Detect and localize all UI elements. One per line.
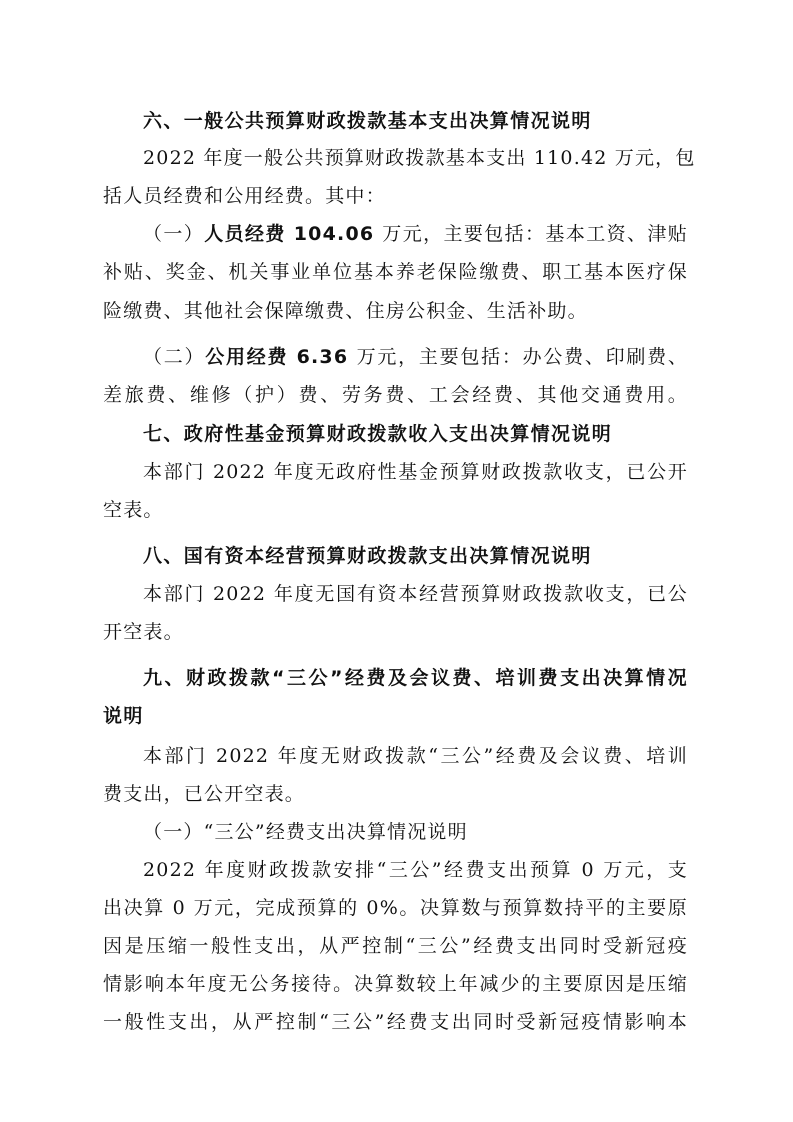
section8-heading: 八、国有资本经营预算财政拨款支出决算情况说明	[143, 545, 592, 567]
section6-item2-line1	[143, 343, 688, 371]
section9-heading-line2: 说明	[103, 705, 144, 727]
section7-heading: 七、政府性基金预算财政拨款收入支出决算情况说明	[143, 423, 613, 445]
section6-heading: 六、一般公共预算财政拨款基本支出决算情况说明	[143, 110, 592, 132]
item1-rest: 万元，主要包括：基本工资、津贴	[382, 223, 688, 245]
section9-heading-line1: 九、财政拨款“三公”经费及会议费、培训费支出决算情况	[143, 667, 688, 689]
section7-line1: 本部门 2022 年度无政府性基金预算财政拨款收支，已公开	[143, 461, 688, 483]
section9-para-line1: 2022 年度财政拨款安排“三公”经费支出预算 0 万元，支	[143, 859, 688, 881]
section6-item1-line2: 补贴、奖金、机关事业单位基本养老保险缴费、职工基本医疗保	[103, 261, 688, 283]
item1-prefix: （一）	[143, 223, 205, 245]
section9-para-line3: 因是压缩一般性支出，从严控制“三公”经费支出同时受新冠疫	[103, 935, 688, 957]
section9-sub-heading: （一）“三公”经费支出决算情况说明	[143, 821, 468, 843]
section6-para1-line1: 2022 年度一般公共预算财政拨款基本支出 110.42 万元，包	[143, 147, 696, 169]
item2-prefix: （二）	[143, 346, 206, 368]
section8-line1: 本部门 2022 年度无国有资本经营预算财政拨款收支，已公	[143, 583, 688, 605]
item2-rest: 万元，主要包括：办公费、印刷费、	[356, 346, 689, 368]
section9-para-line5: 一般性支出，从严控制“三公”经费支出同时受新冠疫情影响本	[103, 1011, 688, 1033]
item1-bold-label: 人员经费 104.06	[204, 223, 383, 245]
section9-line2: 费支出，已公开空表。	[103, 783, 306, 805]
item2-bold-label: 公用经费 6.36	[205, 346, 357, 368]
section6-item1-line1	[143, 220, 688, 248]
section6-para1-line2: 括人员经费和公用经费。其中：	[103, 185, 386, 207]
section6-item1-line3: 险缴费、其他社会保障缴费、住房公积金、生活补助。	[103, 300, 588, 322]
section9-line1: 本部门 2022 年度无财政拨款“三公”经费及会议费、培训	[143, 745, 688, 767]
section8-line2: 开空表。	[103, 621, 184, 643]
section9-para-line2: 出决算 0 万元，完成预算的 0%。决算数与预算数持平的主要原	[103, 897, 688, 919]
section6-item2-line2: 差旅费、维修（护）费、劳务费、工会经费、其他交通费用。	[103, 384, 688, 406]
section9-para-line4: 情影响本年度无公务接待。决算数较上年减少的主要原因是压缩	[103, 973, 688, 995]
section7-line2: 空表。	[103, 499, 164, 521]
